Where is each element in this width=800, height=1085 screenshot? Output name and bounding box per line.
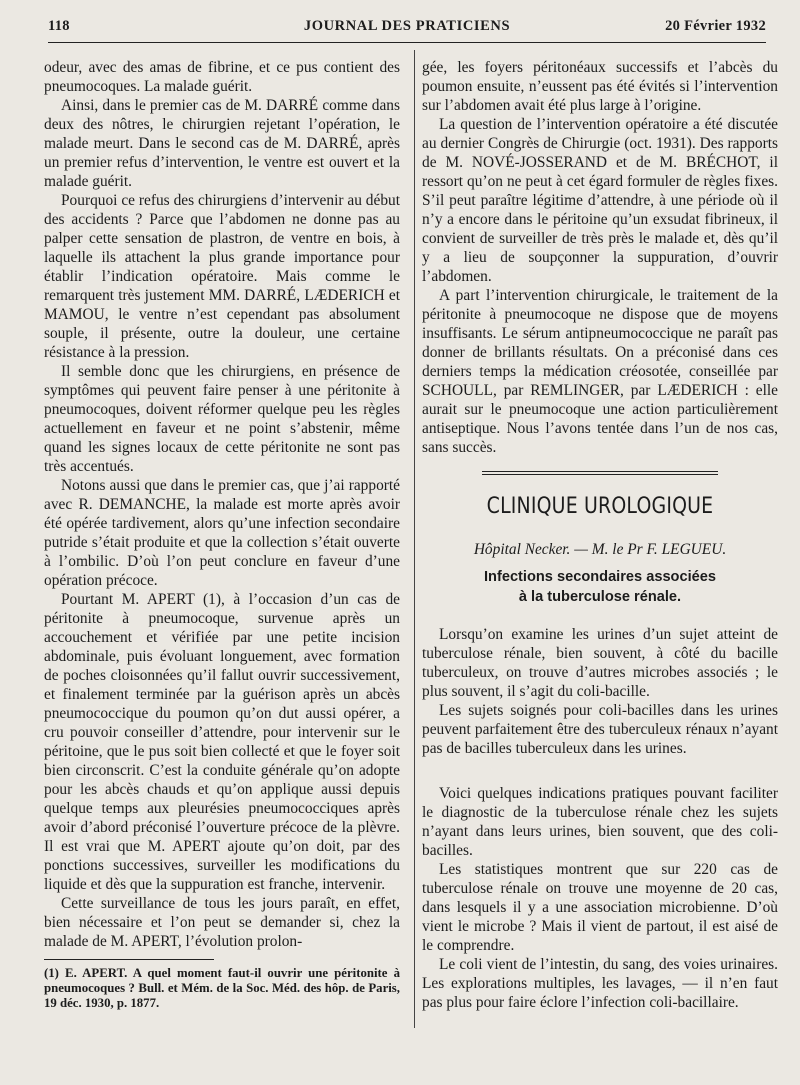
- paragraph: Voici quelques indications pratiques pouvant faciliter le diagnostic de la tuberculose rénale chez les sujets n’ayant dans leurs urines, bien souvent, que des coli-bacilles.: [422, 785, 778, 859]
- hospital-text: Hôpital Necker. — M. le Pr F. LEGUEU.: [473, 541, 727, 558]
- paragraph: Les statistiques montrent que sur 220 cas de tuberculose rénale on trouve une moyenne de 20 cas, dans lesquels il y a une association microbienne. D’où vient le microbe ? Mais il vient de partout, il est aisé de le comprendre.: [422, 861, 778, 954]
- column-divider: [414, 50, 415, 1028]
- page-number: 118: [48, 18, 70, 34]
- section-separator: [482, 471, 718, 477]
- paragraph: gée, les foyers péritonéaux successifs et l’abcès du poumon ensuite, n’eussent pas été évités si l’intervention sur l’abdomen avait été plus large à l’origine.: [422, 59, 778, 114]
- paragraph: Lorsqu’on examine les urines d’un sujet atteint de tuberculose rénale, bien souvent, à côté du bacille tuberculeux, on trouve d’autres microbes associés ; le plus souvent, il s’agit du coli-bacille.: [422, 626, 778, 700]
- hospital-line: [422, 540, 778, 559]
- paragraph: Notons aussi que dans le premier cas, que j’ai rapporté avec R. DEMANCHE, la malade est morte après avoir été opérée tardivement, alors qu’une infection secondaire putride s’était produite et que la collection s’était ouverte à l’ombilic. D’où l’on peut conclure en faveur d’une opération précoce.: [44, 477, 400, 589]
- article-subheading: [422, 567, 778, 607]
- spacer: [422, 758, 778, 784]
- issue-date: 20 Février 1932: [665, 18, 766, 34]
- subheading-line: à la tuberculose rénale.: [518, 589, 682, 605]
- journal-title: JOURNAL DES PRATICIENS: [303, 18, 511, 34]
- footnote: [44, 966, 400, 1011]
- paragraph: Cette surveillance de tous les jours paraît, en effet, bien nécessaire et l’on peut se demander si, chez la malade de M. APERT, l’évolution prolon-: [44, 895, 400, 950]
- footnote-text: (1) E. APERT. A quel moment faut-il ouvrir une péritonite à pneumocoques ? Bull. et Mém. de la Soc. Méd. des hôp. de Paris, 19 déc. 1930, p. 1877.: [44, 966, 400, 1010]
- paragraph: A part l’intervention chirurgicale, le traitement de la péritonite à pneumocoque ne dispose que de moyens insuffisants. Le sérum antipneumococcique ne paraît pas donner de brillants résultats. On a préconisé dans ces derniers temps la médication créosotée, conseillée par SCHOULL, par REMLINGER, par LÆDERICH : elle aurait sur le pneumocoque une action particulièrement antiseptique. Nous l’avons tentée dans l’un de nos cas, sans succès.: [422, 287, 778, 456]
- right-column: [422, 58, 778, 1012]
- spacer: [422, 607, 778, 625]
- left-column: [44, 58, 400, 1011]
- subheading-line: Infections secondaires associées: [484, 569, 716, 585]
- header-rule: [48, 42, 766, 43]
- paragraph: Il semble donc que les chirurgiens, en présence de symptômes qui peuvent faire penser à une péritonite à pneumocoques, doivent réformer quelque peu les règles actuellement en faveur et ne point s’abstenir, même quand les signes locaux de cette péritonite ne sont pas très accentués.: [44, 363, 400, 475]
- paragraph: La question de l’intervention opératoire a été discutée au dernier Congrès de Chirurgie (oct. 1931). Des rapports de M. NOVÉ-JOSSERAND et de M. BRÉCHOT, il ressort qu’on ne peut à cet égard formuler de règles fixes. S’il peut paraître légitime d’attendre, à une période où il n’y a encore dans le péritoine qu’un exsudat fibrineux, il convient de surveiller de très près le malade et, dès qu’il y a lieu de soupçonner la suppuration, d’ouvrir l’abdomen.: [422, 116, 778, 285]
- paragraph: Ainsi, dans le premier cas de M. DARRÉ comme dans deux des nôtres, le chirurgien rejetant l’opération, le malade meurt. Dans le second cas de M. DARRÉ, après un premier refus d’intervention, le ventre est ouvert et la malade guérit.: [44, 97, 400, 190]
- paragraph: Les sujets soignés pour coli-bacilles dans les urines peuvent parfaitement être des tuberculeux rénaux n’ayant pas de bacilles tuberculeux dans les urines.: [422, 702, 778, 757]
- paragraph: Le coli vient de l’intestin, du sang, des voies urinaires. Les explorations multiples, les lavages, — il n’en faut pas plus pour faire éclore l’infection coli-bacillaire.: [422, 956, 778, 1011]
- running-header: [48, 18, 766, 40]
- section-title: CLINIQUE UROLOGIQUE: [486, 494, 714, 519]
- paragraph: Pourquoi ce refus des chirurgiens d’intervenir au début des accidents ? Parce que l’abdomen ne donne pas au palper cette sensation de plastron, de ventre en bois, à laquelle ils attachent la plus grande importance pour établir l’indication opératoire. Mais comme le remarquent très justement MM. DARRÉ, LÆDERICH et MAMOU, le ventre n’est cependant pas absolument souple, il présente, outre la douleur, une certaine résistance à la pression.: [44, 192, 400, 361]
- paragraph: Pourtant M. APERT (1), à l’occasion d’un cas de péritonite à pneumocoque, survenue après un accouchement et vérifiée par une petite incision abdominale, puis évoluant longuement, avec formation de poches cloisonnées qu’il fallut ouvrir successivement, et finalement terminée par la guérison après un abcès pneumococcique du poumon qu’on dut aussi opérer, a cru pouvoir conseiller d’attendre, pour intervenir sur le péritoine, que le pus soit bien collecté et que le foyer soit bien circonscrit. C’est la conduite générale qu’on adopte pour les abcès chauds et qu’on applique aussi depuis quelque temps aux pleurésies pneumococciques après avoir d’abord préconisé l’ouverture précoce de la plèvre. Il est vrai que M. APERT ajoute qu’on doit, par des ponctions successives, surveiller les modifications du liquide et dès que la suppuration est franche, intervenir.: [44, 591, 400, 893]
- footnote-rule: [44, 959, 214, 960]
- paragraph: odeur, avec des amas de fibrine, et ce pus contient des pneumocoques. La malade guérit.: [44, 59, 400, 95]
